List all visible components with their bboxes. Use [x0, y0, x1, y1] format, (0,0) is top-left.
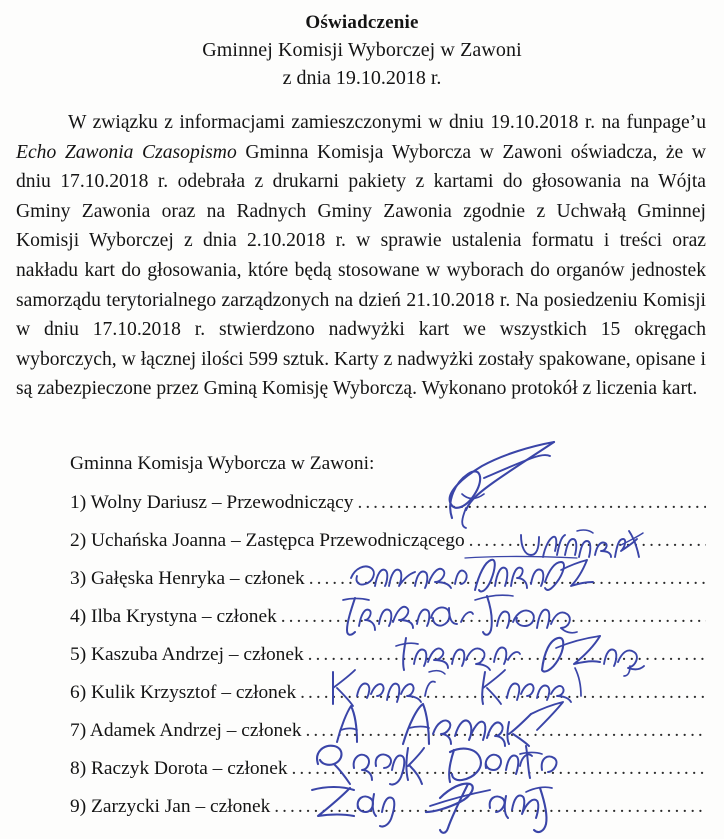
signature-row — [70, 605, 706, 643]
document-title: Oświadczenie — [305, 12, 419, 33]
signature-row — [70, 529, 706, 567]
signature-row — [70, 491, 706, 529]
signature-label: 5) Kaszuba Andrzej – członek — [70, 644, 304, 665]
body-paragraph — [16, 108, 706, 404]
signature-dotted-leader — [357, 491, 706, 515]
signature-label: 9) Zarzycki Jan – członek — [70, 796, 271, 817]
signature-label: 7) Adamek Andrzej – członek — [70, 720, 302, 741]
signature-dotted-leader — [281, 605, 706, 629]
signature-dotted-leader — [274, 795, 706, 819]
signature-label: 8) Raczyk Dorota – członek — [70, 758, 288, 779]
body-text-part1: W związku z informacjami zamieszczonymi w dniu 19.10.2018 r. na funpage’u — [68, 112, 706, 133]
signature-dotted-leader — [309, 567, 706, 591]
signature-row — [70, 643, 706, 681]
signature-dotted-leader — [306, 719, 706, 743]
document-body — [16, 108, 706, 404]
document-date-line: z dnia 19.10.2018 r. — [282, 67, 442, 89]
signature-row — [70, 567, 706, 605]
signature-row — [70, 757, 706, 795]
signature-dotted-leader — [469, 529, 706, 553]
signature-label: 6) Kulik Krzysztof – członek — [70, 682, 297, 703]
signature-label: 1) Wolny Dariusz – Przewodniczący — [70, 492, 354, 513]
document-header — [0, 0, 724, 92]
body-text-part2: Gminna Komisja Wyborcza w Zawoni oświadcza, że w dniu 17.10.2018 r. odebrała z drukarni pakiety z kartami do głosowania na Wójta Gminy Zawonia oraz na Radnych Gminy Zawonia zgodnie z Uchwałą Gminnej Komisji Wyborczej z dnia 2.10.2018 r. w sprawie ustalenia formatu i treści oraz nakładu kart do głosowania, które będą stosowane w wyborach do organów jednostek samorządu terytorialnego zarządzonych na dzień 21.10.2018 r. Na posiedzeniu Komisji w dniu 17.10.2018 r. stwierdzono nadwyżki kart we wszystkich 15 okręgach wyborczych, w łącznej ilości 599 sztuk. Karty z nadwyżki zostały spakowane, opisane i są zabezpieczone przez Gminą Komisję Wyborczą. Wykonano protokół z liczenia kart. — [16, 141, 706, 400]
signature-section — [70, 452, 706, 833]
signature-label: 4) Ilba Krystyna – członek — [70, 606, 277, 627]
signature-label: 3) Gałęska Henryka – członek — [70, 568, 305, 589]
signature-dotted-leader — [292, 757, 706, 781]
signature-row — [70, 795, 706, 833]
signature-label: 2) Uchańska Joanna – Zastępca Przewodniczącego — [70, 530, 465, 551]
signature-row — [70, 681, 706, 719]
signature-section-heading: Gminna Komisja Wyborcza w Zawoni: — [70, 453, 375, 474]
signature-dotted-leader — [308, 643, 706, 667]
document-subtitle: Gminnej Komisji Wyborczej w Zawoni — [202, 39, 522, 61]
signature-dotted-leader — [300, 681, 706, 705]
body-text-italic-title: Echo Zawonia Czasopismo — [16, 141, 237, 163]
signature-row — [70, 719, 706, 757]
